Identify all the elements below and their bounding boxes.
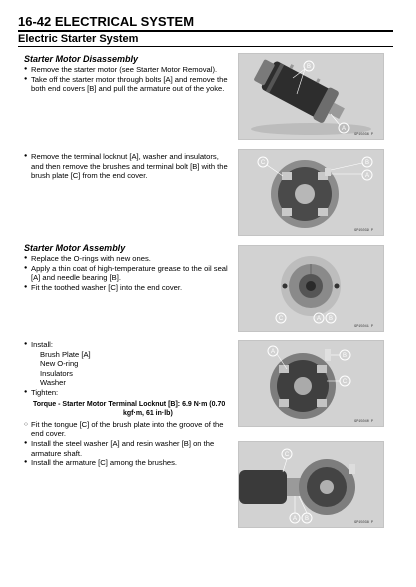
figure-starter-motor [238, 53, 384, 140]
label-text: A [341, 126, 347, 132]
label-text: B [342, 353, 348, 359]
final-steps [24, 439, 232, 468]
figure-caption: GP15041 P [354, 325, 373, 329]
label-text: B [306, 64, 312, 70]
label-text: B [304, 516, 310, 522]
figure-caption: GP15038 P [354, 521, 373, 525]
final-step: ● Install the steel washer [A] and resin washer [B] on the armature shaft. [24, 439, 232, 458]
label-text: A [292, 516, 298, 522]
page-header-title: 16-42 ELECTRICAL SYSTEM [18, 14, 195, 29]
assembly-steps [24, 254, 232, 292]
label-text: C [342, 379, 348, 385]
label-text: A [364, 173, 370, 179]
label-text: B [364, 160, 370, 166]
install-item: New O-ring [40, 359, 79, 369]
install-block [24, 340, 232, 439]
assembly-heading: Starter Motor Assembly [24, 243, 126, 253]
assembly-step: ● Apply a thin coat of high-temperature grease to the oil seal [A] and needle bearing [B]. [24, 264, 232, 283]
install-item: Washer [40, 378, 66, 388]
disassembly-step: ● Remove the starter motor (see Starter Motor Removal). [24, 65, 232, 75]
label-text: C [278, 316, 284, 322]
figure-armature-install [238, 441, 384, 528]
install-label: ● Install: [24, 340, 232, 350]
label-text: C [284, 452, 290, 458]
disassembly-step: ● Take off the starter motor through bolts [A] and remove the both end covers [B] and pull the armature out of the yoke. [24, 75, 232, 94]
disassembly-step: ● Remove the terminal locknut [A], washer and insulators, and then remove the brushes and terminal bolt [B] with the brush plate [C] from the end cover. [24, 152, 232, 181]
header-rule [18, 30, 393, 32]
figure-caption: GP15039 P [354, 229, 373, 233]
page-section-title: Electric Starter System [18, 33, 139, 45]
subheader-rule [18, 46, 393, 47]
label-text: A [316, 316, 322, 322]
disassembly-steps-2 [24, 152, 232, 181]
install-item: Brush Plate [A] [40, 349, 91, 359]
torque-line-2: kgf·m, 61 in·lb) [123, 409, 173, 417]
label-text: A [270, 349, 276, 355]
torque-spec [24, 400, 232, 418]
torque-line-1: Torque - Starter Motor Terminal Locknut [B]: 6.9 N·m (0.70 [33, 400, 226, 408]
figure-caption: GP15036 P [354, 133, 373, 137]
figure-caption: GP15040 P [354, 420, 373, 424]
disassembly-steps-1 [24, 65, 232, 94]
final-step: ● Install the armature [C] among the brushes. [24, 458, 232, 468]
tighten-label: ● Tighten: [24, 388, 232, 398]
figure-oil-seal [238, 245, 384, 332]
figure-end-cover-brushes [238, 149, 384, 236]
disassembly-heading: Starter Motor Disassembly [24, 54, 139, 64]
assembly-step: ● Fit the toothed washer [C] into the end cover. [24, 283, 232, 293]
figure-brush-plate-install [238, 340, 384, 427]
label-text: B [328, 316, 334, 322]
label-text: C [260, 160, 266, 166]
tongue-note: ○ Fit the tongue [C] of the brush plate into the groove of the end cover. [24, 420, 232, 439]
assembly-step: ● Replace the O-rings with new ones. [24, 254, 232, 264]
install-item: Insulators [40, 368, 73, 378]
